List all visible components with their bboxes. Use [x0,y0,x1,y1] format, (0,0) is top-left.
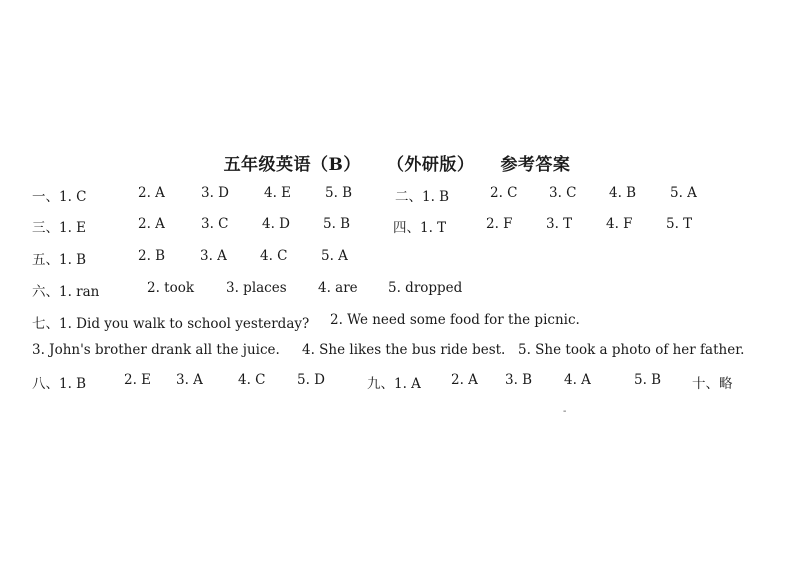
page-mark: - [563,406,567,417]
answer-item: 2. A [138,185,165,201]
answer-row-5 [0,312,794,334]
answer-item: 八、1. B [32,376,87,392]
answer-item: 5. A [670,185,697,201]
answer-item: 5. T [666,216,693,232]
answer-item: 4. E [264,185,292,201]
answer-row-4 [0,280,794,302]
answer-item: 5. B [325,185,353,201]
answer-item: 4. C [238,372,266,388]
answer-item: 3. T [546,216,573,232]
answer-row-2 [0,216,794,238]
answer-item: 六、1. ran [32,284,100,300]
answer-item: 2. B [138,248,166,264]
answer-item: 5. She took a photo of her father. [518,342,745,358]
title-main: 五年级英语（B） [223,155,361,175]
answer-item: 4. B [609,185,637,201]
answer-item: 三、1. E [32,220,87,236]
title-subtitle: 参考答案 [500,155,571,175]
answer-item: 3. places [226,280,287,296]
answer-item: 5. B [634,372,662,388]
answer-item: 4. are [318,280,358,296]
answer-item: 3. A [176,372,203,388]
answer-item: 5. D [297,372,325,388]
answer-item: 七、1. Did you walk to school yesterday? [32,316,310,332]
answer-item: 2. We need some food for the picnic. [330,312,580,328]
title-edition: （外研版） [386,155,475,175]
answer-item: 2. C [490,185,518,201]
answer-item: 一、1. C [32,189,87,205]
answer-item: 2. A [138,216,165,232]
answer-row-7 [0,372,794,394]
answer-row-1 [0,185,794,207]
answer-item: 5. dropped [388,280,463,296]
answer-item: 3. A [200,248,227,264]
answer-item: 2. A [451,372,478,388]
answer-item: 4. F [606,216,633,232]
page-title [0,150,794,175]
answer-item: 3. C [201,216,229,232]
answer-item: 2. E [124,372,152,388]
answer-item: 3. John's brother drank all the juice. [32,342,280,358]
answer-item: 四、1. T [393,220,447,236]
answer-item: 5. B [323,216,351,232]
answer-item: 二、1. B [395,189,450,205]
answer-item: 5. A [321,248,348,264]
answer-item: 4. She likes the bus ride best. [302,342,506,358]
answer-item: 4. D [262,216,290,232]
answer-item: 4. C [260,248,288,264]
answer-item: 十、略 [692,376,733,392]
answer-item: 3. C [549,185,577,201]
answer-item: 3. B [505,372,533,388]
answer-row-3 [0,248,794,270]
answer-item: 五、1. B [32,252,87,268]
answer-item: 4. A [564,372,591,388]
answer-item: 2. F [486,216,513,232]
answer-item: 3. D [201,185,229,201]
answer-item: 2. took [147,280,195,296]
answer-row-6 [0,342,794,364]
answer-item: 九、1. A [367,376,421,392]
